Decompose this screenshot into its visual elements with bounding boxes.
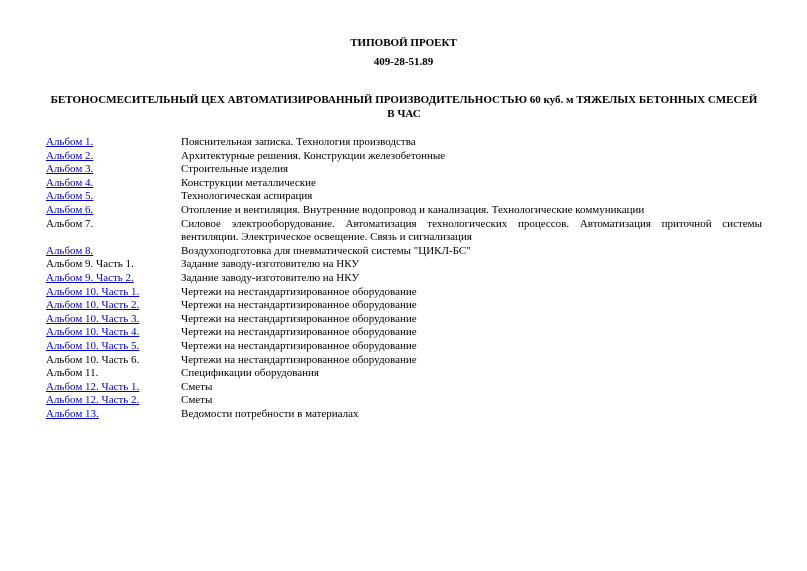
album-description: Строительные изделия bbox=[181, 163, 289, 176]
album-cell bbox=[46, 367, 181, 381]
album-description: Чертежи на нестандартизированное оборудование bbox=[181, 326, 417, 339]
album-cell bbox=[46, 340, 181, 354]
album-description: Ведомости потребности в материалах bbox=[181, 407, 359, 420]
contents-row bbox=[46, 258, 762, 272]
contents-row bbox=[46, 190, 762, 204]
album-cell bbox=[46, 245, 181, 259]
album-link[interactable]: Альбом 6. bbox=[46, 203, 94, 216]
document-type-heading: ТИПОВОЙ ПРОЕКТ bbox=[350, 37, 457, 49]
album-link[interactable]: Альбом 12. Часть 1. bbox=[46, 380, 140, 393]
album-cell bbox=[46, 136, 181, 150]
album-link[interactable]: Альбом 10. Часть 2. bbox=[46, 299, 140, 312]
album-cell bbox=[46, 150, 181, 164]
album-description: Пояснительная записка. Технология производства bbox=[181, 136, 416, 148]
album-cell bbox=[46, 272, 181, 286]
contents-row bbox=[46, 394, 762, 408]
album-label: Альбом 11. bbox=[46, 367, 99, 380]
album-link[interactable]: Альбом 1. bbox=[46, 136, 94, 148]
album-cell bbox=[46, 326, 181, 340]
album-description: Чертежи на нестандартизированное оборудование bbox=[181, 353, 417, 366]
album-label: Альбом 9. Часть 1. bbox=[46, 258, 134, 271]
contents-row bbox=[46, 204, 762, 218]
contents-row bbox=[46, 136, 762, 150]
album-description: Чертежи на нестандартизированное оборудование bbox=[181, 312, 417, 325]
contents-row bbox=[46, 218, 762, 245]
album-cell bbox=[46, 204, 181, 218]
album-description: Чертежи на нестандартизированное оборудование bbox=[181, 339, 417, 352]
album-description: Сметы bbox=[181, 394, 213, 407]
album-description: Архитектурные решения. Конструкции железобетонные bbox=[181, 149, 446, 162]
album-link[interactable]: Альбом 10. Часть 5. bbox=[46, 339, 140, 352]
album-description: Спецификации оборудования bbox=[181, 367, 319, 380]
contents-row bbox=[46, 272, 762, 286]
album-description: Конструкции металлические bbox=[181, 176, 316, 189]
album-cell bbox=[46, 299, 181, 313]
album-link[interactable]: Альбом 5. bbox=[46, 190, 94, 203]
album-cell bbox=[46, 381, 181, 395]
album-cell bbox=[46, 408, 181, 422]
album-description: Силовое электрооборудование. Автоматизация технологических процессов. Автоматизация приточной системы вентиляции. Электрическое освещение. Связь и сигнализация bbox=[181, 217, 762, 244]
album-cell bbox=[46, 313, 181, 327]
album-cell bbox=[46, 258, 181, 272]
contents-row bbox=[46, 313, 762, 327]
album-cell bbox=[46, 218, 181, 245]
contents-row bbox=[46, 326, 762, 340]
album-description: Технологическая аспирация bbox=[181, 190, 313, 203]
album-cell bbox=[46, 177, 181, 191]
contents-row bbox=[46, 408, 762, 422]
album-cell bbox=[46, 190, 181, 204]
album-link[interactable]: Альбом 8. bbox=[46, 244, 94, 257]
album-description: Задание заводу-изготовителю на НКУ bbox=[181, 258, 360, 271]
album-link[interactable]: Альбом 4. bbox=[46, 176, 94, 189]
contents-row bbox=[46, 177, 762, 191]
album-link[interactable]: Альбом 12. Часть 2. bbox=[46, 394, 140, 407]
contents-row bbox=[46, 299, 762, 313]
contents-row bbox=[46, 286, 762, 300]
album-link[interactable]: Альбом 9. Часть 2. bbox=[46, 271, 134, 284]
album-link[interactable]: Альбом 2. bbox=[46, 149, 94, 162]
album-description: Отопление и вентиляция. Внутренние водопровод и канализация. Технологические коммуникации bbox=[181, 203, 645, 216]
album-link[interactable]: Альбом 13. bbox=[46, 407, 99, 420]
album-link[interactable]: Альбом 10. Часть 1. bbox=[46, 285, 140, 298]
contents-list bbox=[46, 136, 762, 421]
document-title: БЕТОНОСМЕСИТЕЛЬНЫЙ ЦЕХ АВТОМАТИЗИРОВАННЫЙ ПРОИЗВОДИТЕЛЬНОСТЬЮ 60 куб. м ТЯЖЕЛЫХ БЕТОННЫХ СМЕСЕЙ В ЧАС bbox=[50, 94, 758, 120]
album-description: Задание заводу-изготовителю на НКУ bbox=[181, 271, 360, 284]
album-label: Альбом 7. bbox=[46, 217, 94, 230]
contents-row bbox=[46, 163, 762, 177]
document-code-heading: 409-28-51.89 bbox=[373, 56, 434, 68]
contents-row bbox=[46, 245, 762, 259]
album-cell bbox=[46, 354, 181, 368]
contents-row bbox=[46, 354, 762, 368]
album-link[interactable]: Альбом 10. Часть 4. bbox=[46, 326, 140, 339]
album-cell bbox=[46, 394, 181, 408]
album-description: Воздухоподготовка для пневматической системы "ЦИКЛ-БС" bbox=[181, 244, 471, 257]
album-description: Сметы bbox=[181, 380, 213, 393]
album-link[interactable]: Альбом 3. bbox=[46, 163, 94, 176]
contents-row bbox=[46, 381, 762, 395]
album-description: Чертежи на нестандартизированное оборудование bbox=[181, 285, 417, 298]
contents-row bbox=[46, 367, 762, 381]
contents-row bbox=[46, 340, 762, 354]
contents-row bbox=[46, 150, 762, 164]
album-link[interactable]: Альбом 10. Часть 3. bbox=[46, 312, 140, 325]
album-label: Альбом 10. Часть 6. bbox=[46, 353, 140, 366]
album-description: Чертежи на нестандартизированное оборудование bbox=[181, 299, 417, 312]
album-cell bbox=[46, 286, 181, 300]
album-cell bbox=[46, 163, 181, 177]
